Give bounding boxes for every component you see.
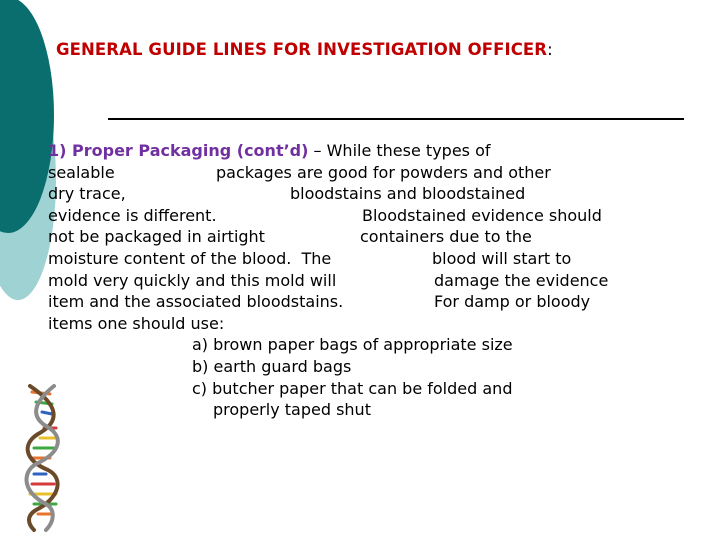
line-text-cont: blood will start to (432, 248, 572, 268)
line-text: mold very quickly and this mold will (48, 270, 337, 290)
dna-helix-icon (16, 382, 72, 532)
line-text-cont: For damp or bloody (434, 292, 591, 312)
list-item-cont: properly taped shut (213, 400, 371, 420)
line-text: sealable (48, 162, 115, 182)
paragraph-line (48, 313, 688, 335)
page-title-colon: : (547, 40, 553, 59)
paragraph-line (48, 270, 688, 292)
list-item: c) butcher paper that can be folded and (192, 378, 513, 398)
line-text: items one should use: (48, 313, 225, 333)
line-text-cont: bloodstains and bloodstained (290, 184, 526, 204)
paragraph-line (48, 183, 688, 205)
line-text: not be packaged in airtight (48, 227, 265, 247)
line-text-cont: containers due to the (360, 227, 532, 247)
title-divider (108, 118, 684, 120)
paragraph-line (48, 162, 688, 184)
list-item: b) earth guard bags (192, 356, 352, 376)
line-text-cont: packages are good for powders and other (216, 162, 551, 182)
line-text: – While these types of (308, 141, 491, 160)
line-text: evidence is different. (48, 205, 217, 225)
page-title-text: GENERAL GUIDE LINES FOR INVESTIGATION OFFICER (56, 40, 548, 59)
paragraph-line (48, 291, 688, 313)
list-item: a) brown paper bags of appropriate size (192, 335, 513, 355)
dna-rung (42, 412, 52, 414)
line-text: dry trace, (48, 184, 126, 204)
paragraph-line (48, 205, 688, 227)
line-text: moisture content of the blood. The (48, 248, 332, 268)
page-title (56, 40, 553, 59)
paragraph-line (48, 226, 688, 248)
line-text-cont: Bloodstained evidence should (362, 205, 602, 225)
line-text: item and the associated bloodstains. (48, 292, 344, 312)
line-text-cont: damage the evidence (434, 270, 609, 290)
paragraph-line (48, 140, 688, 162)
section-heading: 1) Proper Packaging (cont’d) (48, 141, 309, 160)
paragraph-line (48, 248, 688, 270)
body-paragraph (48, 140, 688, 421)
